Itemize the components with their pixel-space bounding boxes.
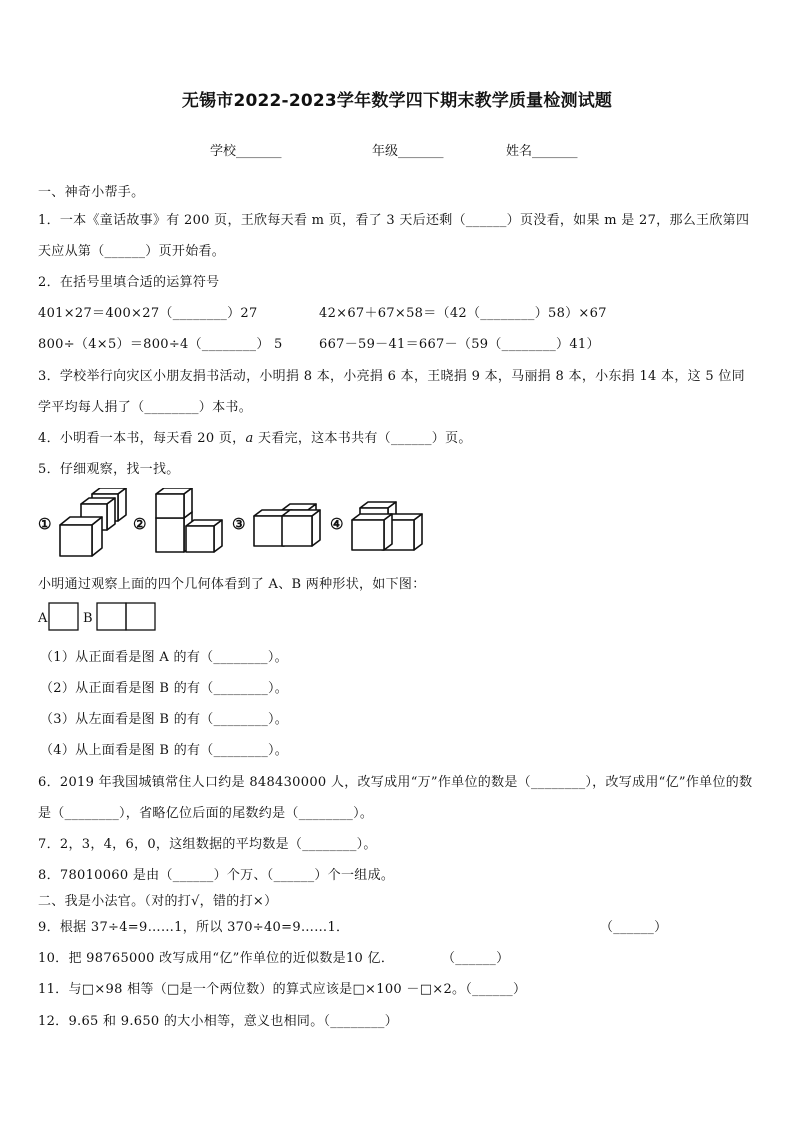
- shape-a-square: [49, 603, 78, 630]
- question-3-line-2: 学平均每人捐了（________）本书。: [38, 400, 252, 415]
- figure-4-cubes: [352, 502, 422, 550]
- cube-figures: [36, 488, 436, 560]
- figure-2-cubes: [156, 488, 222, 552]
- question-2-c: 800÷（4×5）＝800÷4（________） 5: [38, 337, 283, 352]
- question-10: 10．把 98765000 改写成用“亿”作单位的近似数是10 亿．: [38, 951, 395, 966]
- shape-a-label: A: [38, 611, 48, 626]
- question-7: 7．2，3，4，6，0，这组数据的平均数是（________）。: [38, 837, 377, 852]
- shape-b-left-square: [97, 603, 126, 630]
- question-2-b: 42×67＋67×58＝（42（________）58）×67: [319, 306, 607, 321]
- question-4-start: 4．小明看一本书，每天看 20 页，: [38, 431, 246, 446]
- figure-1-cubes: [60, 488, 126, 556]
- shape-b-right-square: [126, 603, 155, 630]
- question-6-line-2: 是（________），省略亿位后面的尾数约是（________）。: [38, 806, 374, 821]
- question-5: 5．仔细观察，找一找。: [38, 462, 180, 477]
- section-heading-2: 二、我是小法官。（对的打√，错的打×）: [38, 894, 278, 909]
- figure-label-1: ①: [38, 515, 52, 533]
- question-12: 12．9.65 和 9.650 的大小相等，意义也相同。（________）: [38, 1014, 399, 1029]
- question-5-1: （1）从正面看是图 A 的有（________）。: [40, 650, 288, 665]
- variable-a: a: [245, 431, 254, 446]
- school-field: 学校_______: [210, 144, 282, 159]
- question-8: 8．78010060 是由（______）个万、（______）个一组成。: [38, 868, 395, 883]
- question-5-3: （3）从左面看是图 B 的有（________）。: [40, 712, 289, 727]
- question-2-a: 401×27＝400×27（________）27: [38, 306, 258, 321]
- question-5-description: 小明通过观察上面的四个几何体看到了 A、B 两种形状，如下图：: [38, 577, 426, 592]
- page-title: 无锡市2022-2023学年数学四下期末教学质量检测试题: [181, 91, 613, 111]
- grade-field: 年级_______: [372, 144, 444, 159]
- question-1-line-1: 1．一本《童话故事》有 200 页，王欣每天看 m 页，看了 3 天后还剩（______）页没看，如果 m 是 27，那么王欣第四: [38, 213, 750, 228]
- question-9-answer: （______）: [600, 920, 668, 935]
- name-field: 姓名_______: [506, 144, 578, 159]
- question-3-line-1: 3．学校举行向灾区小朋友捐书活动，小明捐 8 本，小亮捐 6 本，王晓捐 9 本，马丽捐 8 本，小东捐 14 本，这 5 位同: [38, 369, 745, 384]
- question-2: 2．在括号里填合适的运算符号: [38, 275, 220, 290]
- section-heading-1: 一、神奇小帮手。: [38, 185, 145, 200]
- question-4-end: 天看完，这本书共有（______）页。: [253, 431, 472, 446]
- figure-3-cubes: [254, 504, 320, 546]
- figure-label-2: ②: [133, 515, 147, 533]
- question-6-line-1: 6．2019 年我国城镇常住人口约是 848430000 人，改写成用“万”作单位的数是（________），改写成用“亿”作单位的数: [38, 775, 753, 790]
- question-1-line-2: 天应从第（______）页开始看。: [38, 244, 226, 259]
- shape-views: [36, 602, 166, 632]
- question-5-4: （4）从上面看是图 B 的有（________）。: [40, 743, 289, 758]
- question-11: 11．与□×98 相等（□是一个两位数）的算式应该是□×100 －□×2。（______）: [38, 982, 527, 997]
- figure-label-4: ④: [330, 515, 344, 533]
- shape-b-label: B: [83, 611, 93, 626]
- question-2-d: 667－59－41＝667－（59（________）41）: [319, 337, 600, 352]
- question-5-2: （2）从正面看是图 B 的有（________）。: [40, 681, 289, 696]
- question-4: [38, 427, 472, 446]
- question-9: 9．根据 37÷4=9……1，所以 370÷40=9……1．: [38, 920, 350, 935]
- question-10-answer: （______）: [442, 951, 510, 966]
- figure-label-3: ③: [232, 515, 246, 533]
